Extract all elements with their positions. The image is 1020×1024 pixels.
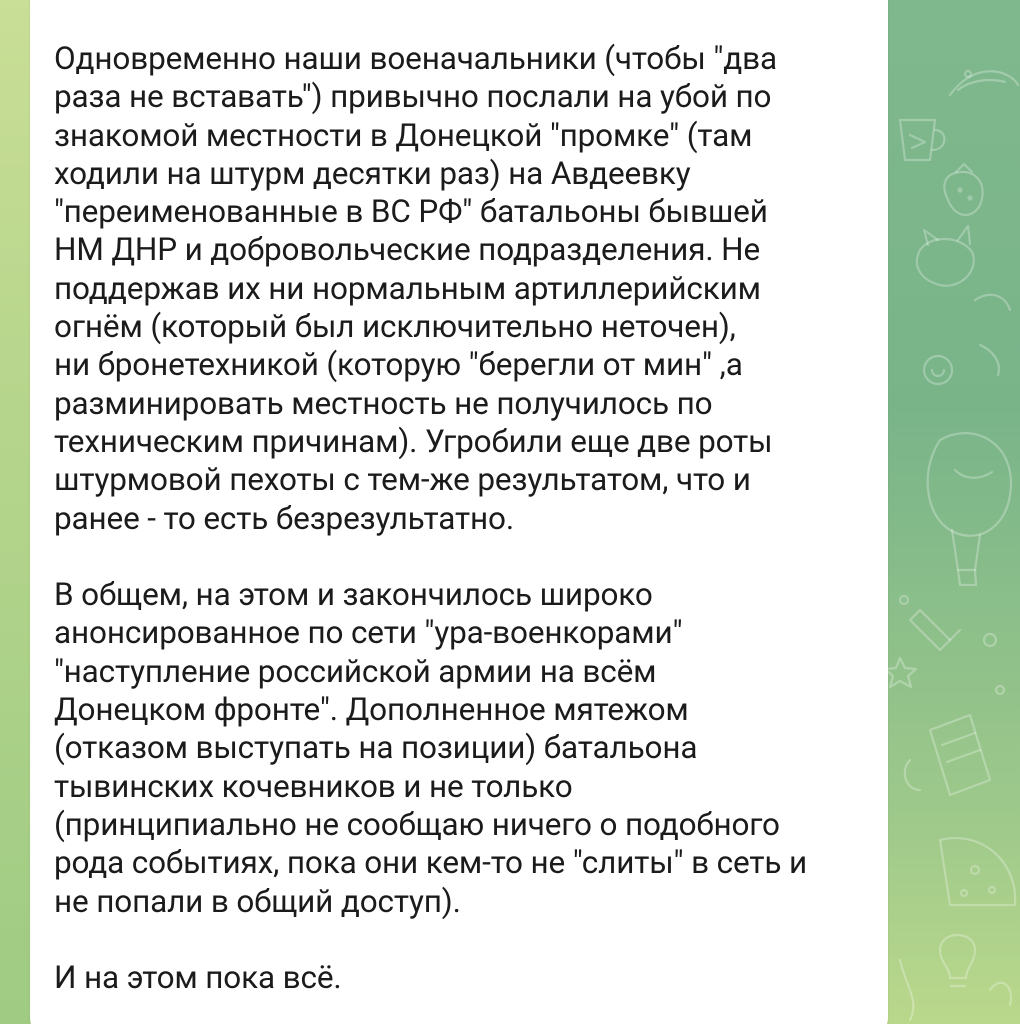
- message-line: рода событиях, пока они кем-то не "слиты" в сеть и: [54, 844, 808, 882]
- message-text: [54, 40, 874, 997]
- message-line: Одновременно наши военачальники (чтобы "два: [54, 40, 777, 77]
- message-line: огнём (который был исключительно неточен),: [54, 308, 736, 346]
- message-line: знакомой местности в Донецкой "промке" (там: [54, 116, 753, 154]
- message-line: "переименованные в ВС РФ" батальоны бывшей: [54, 193, 768, 231]
- cup-icon: [900, 120, 944, 160]
- message-line: ходили на штурм десятки раз) на Авдеевку: [54, 154, 691, 192]
- fish-icon: [950, 71, 1018, 95]
- flashlight-icon: [900, 596, 960, 650]
- snail-icon: [924, 345, 999, 384]
- chocolate-icon: [905, 715, 990, 795]
- lightbulb-icon: [900, 935, 1011, 1020]
- message-line: штурмовой пехоты с тем-же результатом, что и: [54, 461, 751, 499]
- message-line: раза не вставать") привычно послали на убой по: [54, 78, 772, 116]
- message-line: ранее - то есть безрезультатно.: [54, 499, 515, 537]
- message-paragraph-1: [54, 40, 874, 538]
- strawberry-icon: [944, 164, 982, 215]
- wallpaper-left-strip: [0, 0, 30, 1024]
- message-line: НМ ДНР и добровольческие подразделения. Не: [54, 231, 761, 269]
- message-paragraph-2: [54, 576, 874, 921]
- pizza-icon: [940, 838, 1015, 905]
- message-line: разминировать местность не получилось по: [54, 384, 713, 422]
- message-paragraph-3: [54, 959, 874, 997]
- message-line: И на этом пока всё.: [54, 959, 342, 997]
- message-line: не попали в общий доступ).: [54, 882, 461, 920]
- message-line: (принципиально не сообщаю ничего о подобного: [54, 805, 780, 843]
- message-line: В общем, на этом и закончилось широко: [54, 576, 653, 614]
- message-line: анонсированное по сети "ура-военкорами": [54, 614, 683, 652]
- wallpaper-doodles: [880, 0, 1020, 1024]
- balloon-icon: [928, 433, 1011, 585]
- message-line: техническим причинам). Угробили еще две роты: [54, 422, 773, 460]
- message-line: Донецком фронте". Дополненное мятежом: [54, 691, 689, 729]
- message-line: тывинских кочевников и не только: [54, 767, 573, 805]
- cat-icon: [917, 226, 1010, 310]
- message-line: поддержав их ни нормальным артиллерийским: [54, 269, 761, 307]
- paragraph-gap: [54, 538, 874, 576]
- message-line: ни бронетехникой (которую "берегли от мин" ,а: [54, 346, 743, 384]
- message-line: (отказом выступать на позиции) батальона: [54, 729, 698, 767]
- star-icon: [885, 634, 1004, 694]
- message-line: "наступление российской армии на всём: [54, 652, 657, 690]
- paragraph-gap: [54, 921, 874, 959]
